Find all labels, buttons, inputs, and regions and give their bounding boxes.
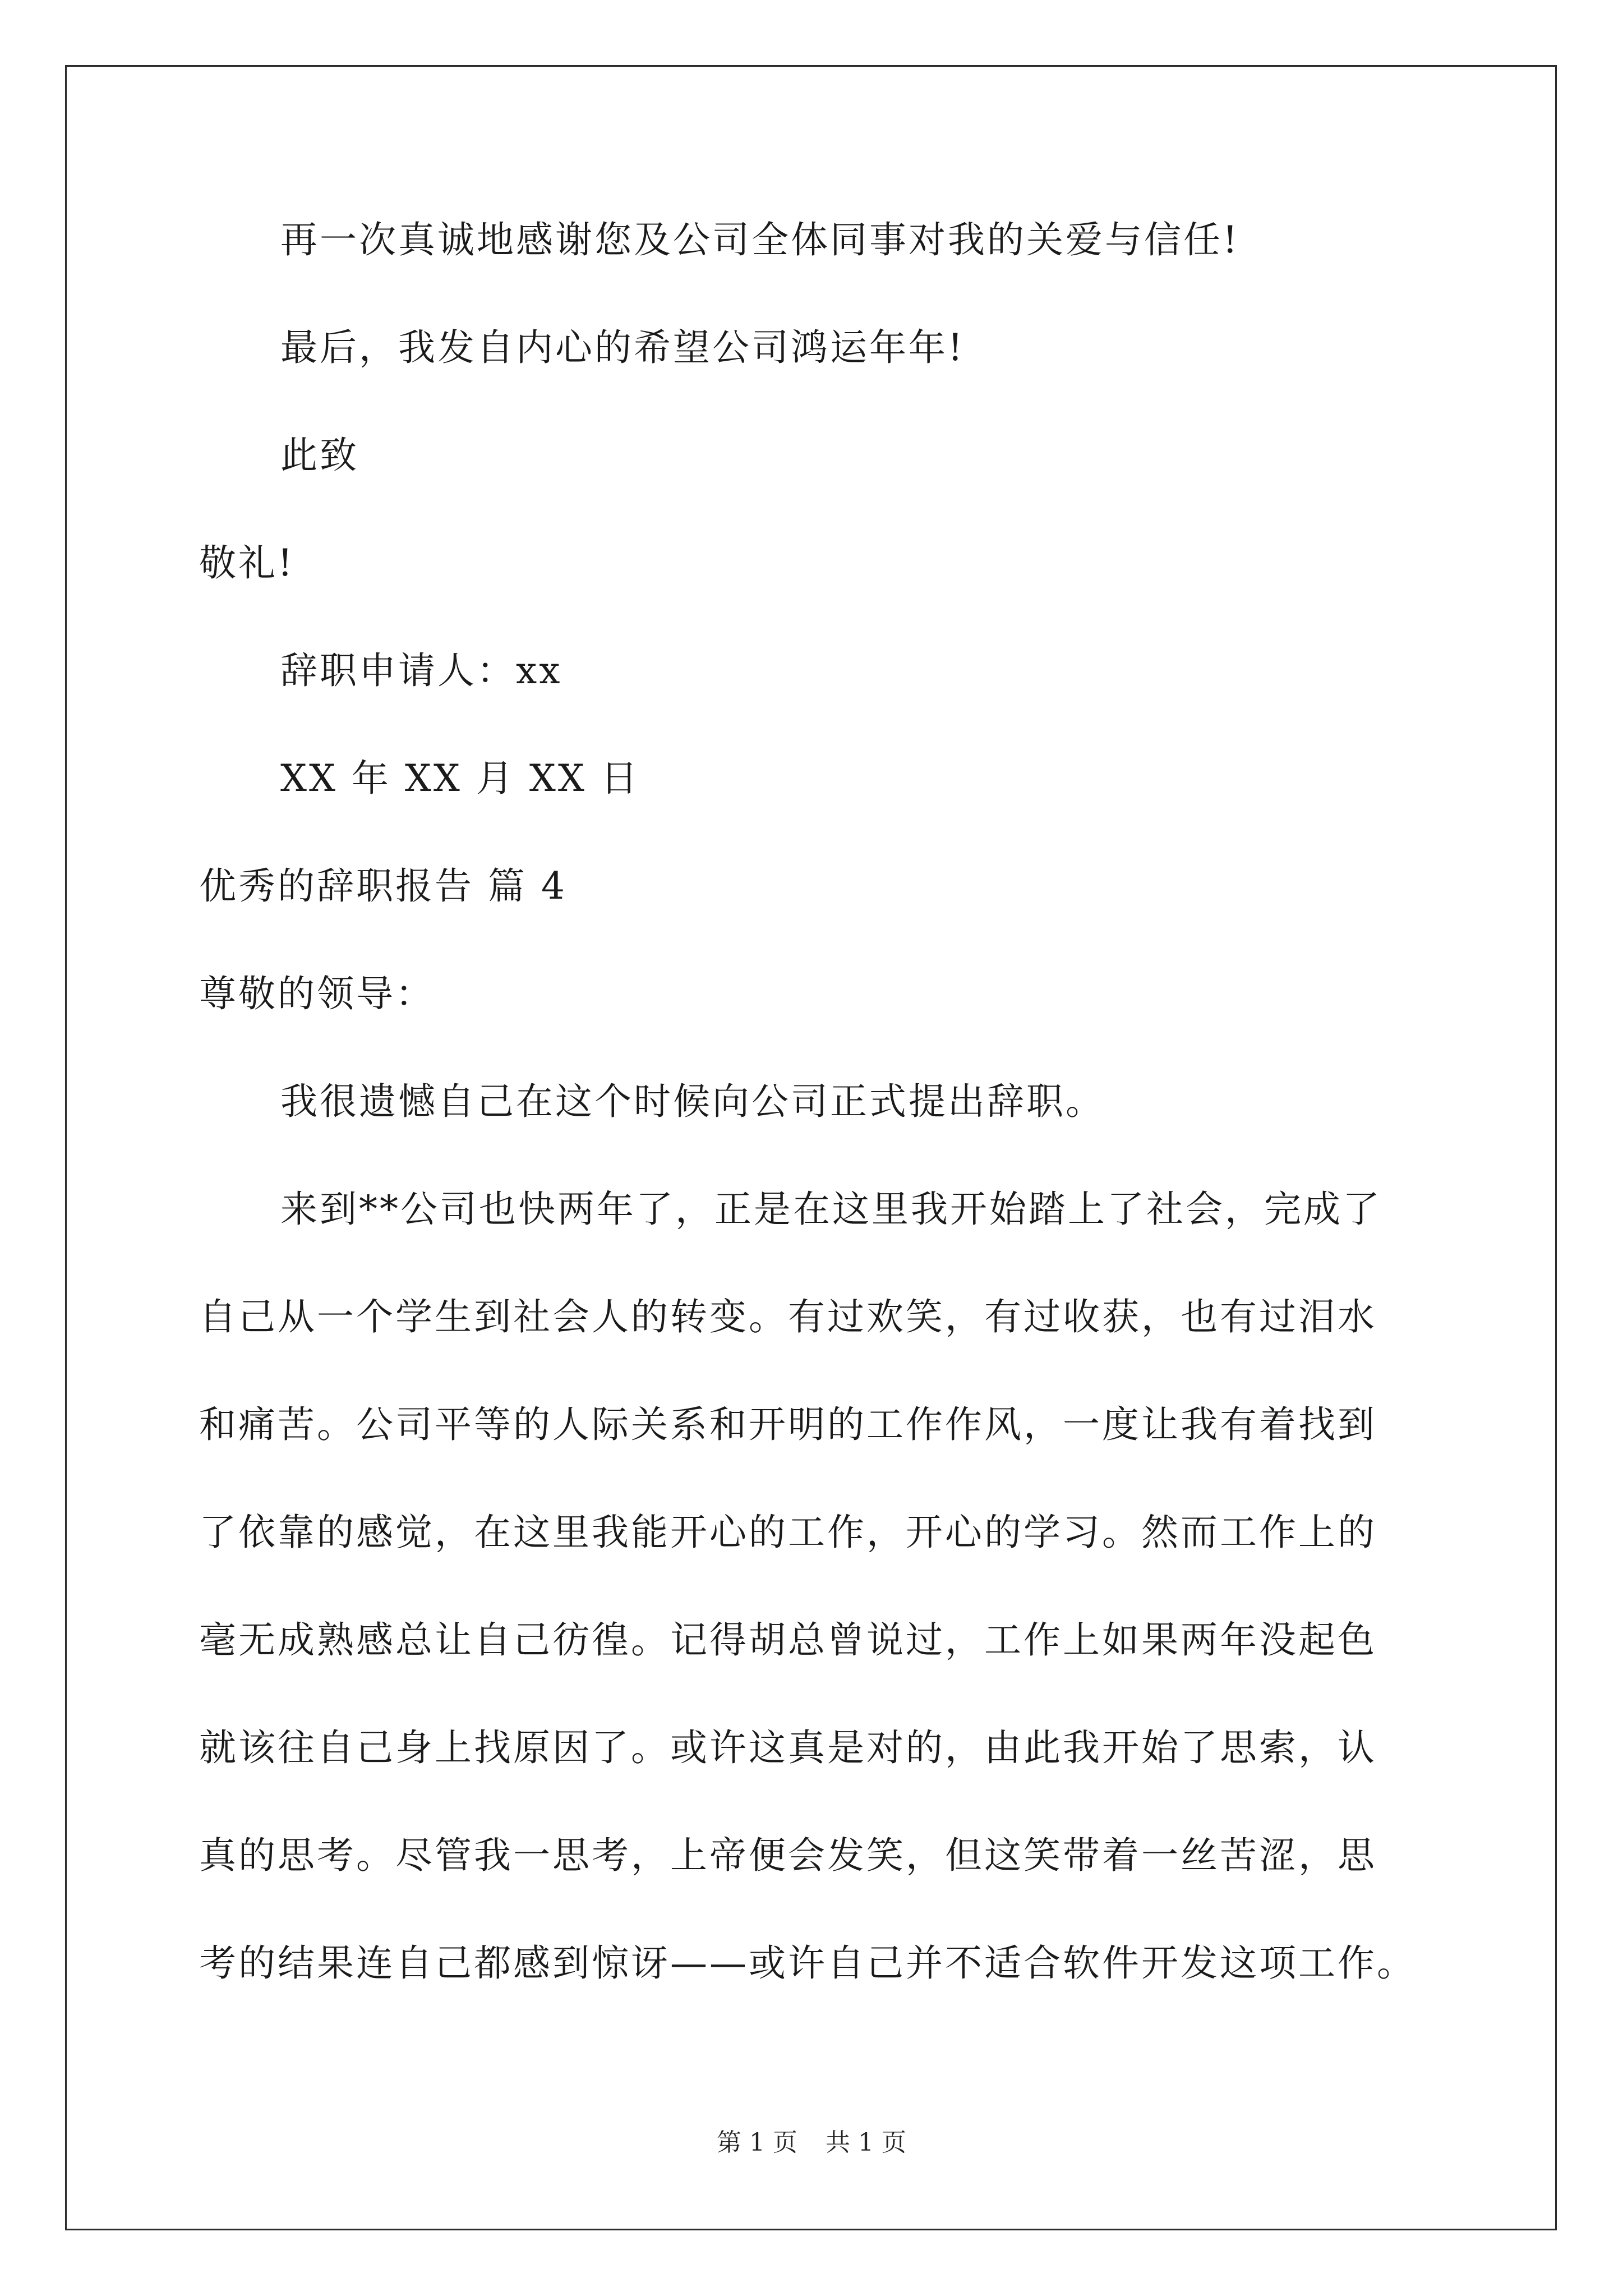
paragraph-line: 我很遗憾自己在这个时候向公司正式提出辞职。: [280, 1080, 1105, 1123]
paragraph-line: 和痛苦。公司平等的人际关系和开明的工作作风，一度让我有着找到: [199, 1403, 1377, 1446]
paragraph-line: 毫无成熟感总让自己彷徨。记得胡总曾说过，工作上如果两年没起色: [199, 1618, 1377, 1662]
page-footer: [0, 2126, 1623, 2160]
section-heading: 优秀的辞职报告 篇 4: [199, 864, 567, 908]
paragraph-line: 来到**公司也快两年了，正是在这里我开始踏上了社会，完成了: [280, 1188, 1382, 1231]
paragraph-line: 考的结果连自己都感到惊讶——或许自己并不适合软件开发这项工作。: [199, 1941, 1416, 1985]
salutation-cizhi: 此致: [280, 434, 359, 477]
signature-date: XX 年 XX 月 XX 日: [280, 757, 640, 800]
paragraph-line: 真的思考。尽管我一思考，上帝便会发笑，但这笑带着一丝苦涩，思: [199, 1834, 1377, 1877]
paragraph-line: 就该往自己身上找原因了。或许这真是对的，由此我开始了思索，认: [199, 1726, 1377, 1769]
signature-applicant: 辞职申请人：xx: [280, 649, 562, 692]
page-total: 共 1 页: [826, 2128, 906, 2157]
page-number: 第 1 页: [717, 2128, 797, 2157]
salutation-jingli: 敬礼!: [199, 541, 295, 585]
closing-thanks: 再一次真诚地感谢您及公司全体同事对我的关爱与信任!: [280, 218, 1240, 261]
letter-greeting: 尊敬的领导：: [199, 972, 435, 1015]
closing-wish: 最后，我发自内心的希望公司鸿运年年!: [280, 326, 965, 369]
document-body: [199, 213, 1438, 2044]
paragraph-line: 自己从一个学生到社会人的转变。有过欢笑，有过收获，也有过泪水: [199, 1295, 1377, 1338]
paragraph-line: 了依靠的感觉，在这里我能开心的工作，开心的学习。然而工作上的: [199, 1511, 1377, 1554]
